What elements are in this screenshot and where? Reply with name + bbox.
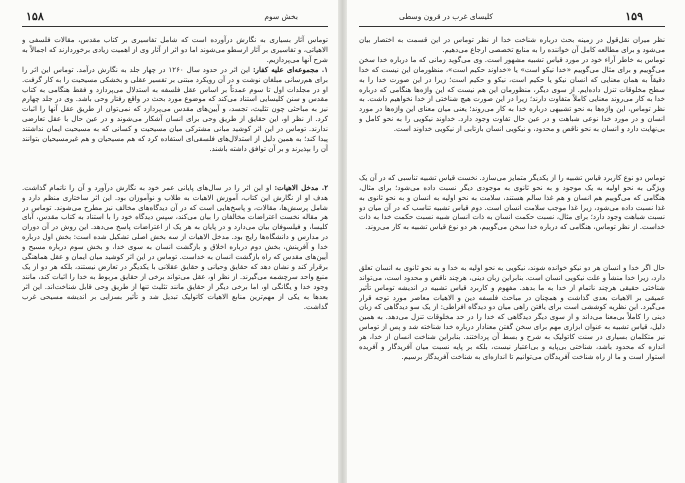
paragraph-text: این اثر در حدود سال ۱۲۶۰ در چهار جلد به نگارش درآمد. توماس این اثر را برای هم‌رسانی مبلغان نوشت و در آن رویکرد مبتنی بر تفسیر عقلی و بخشکی مسیحیت را به کار گرفت. او در مجلدات اول تا سوم عمدتاً بر اساس عقل فلسفه به استدلال می‌پردازد و فقط هنگامی به کتاب مقدس و سنن کلیسایی استناد می‌کند که موضوع مورد بحث در واقع رفتار وحی باشد. وی در جلد چهارم نیز به مباحثی چون تثلیث، تجسد، و آیین‌های مقدس می‌پردازد که نمی‌توان از طریق عقل آنها را اثبات کرد. از نظر او، این حقایق از طریق وحی برای انسان آشکار می‌شوند و در عین حال با عقل تعارضی ندارند. توماس در این اثر کوشید مبانی مشترکی میان مسیحیت و کسانی که به مسیحیت ایمان نداشتند پیدا کند؛ به همین دلیل از استدلال‌های فلسفی‌ای استفاده کرد که هم مسیحیان و هم غیرمسیحیان بتوانند آن را بپذیرند و بر آن توافق داشته باشند. — [22, 64, 328, 153]
paragraph-text: نظر میران نقل‌قول در زمینه بحث درباره شناخت خدا از نظر توماس در این قسمت به اختصار بیان می‌شود و برای مطالعه کامل آن خواننده را به منابع تخصصی ارجاع می‌دهیم. — [359, 35, 665, 54]
paragraph-text: توماس آثار بسیاری به نگارش درآورده است که شامل تفاسیری بر کتاب مقدس، مقالات فلسفی و الاهیاتی، و تفاسیری بر آثار ارسطو می‌شوند اما دو اثر از آثار وی از اهمیت زیادی برخوردارند که اجمالاً به شرح آنها می‌پردازیم. — [22, 35, 328, 64]
paragraph — [22, 183, 328, 443]
paragraph-lead: ۱. مجموعه‌ای علیه کفار: — [252, 64, 328, 74]
paragraph — [22, 35, 328, 65]
paragraph-lead: ۲. مدخل الاهیات: — [274, 182, 328, 192]
paragraph — [359, 173, 665, 263]
left-page-running-title: بخش سوم — [264, 12, 298, 21]
paragraph-text: حال اگر خدا و انسان هر دو نیکو خوانده شوند، نیکویی به نحو اولیه به خدا و به نحو ثانوی به انسان تعلق دارد، زیرا خدا منشأ و علت نیکویی انسان است. بنابراین زبان دینی، هرچند ناقص و محدود است، می‌تواند شناختی حقیقی هرچند ناتمام از خدا به ما بدهد. مفهوم و کاربرد قیاس تشبیه در اندیشه توماس تأثیر عمیقی بر الاهیات بعدی گذاشت و همچنان در مباحث فلسفه دین و الاهیات معاصر مورد توجه قرار می‌گیرد. این نظریه کوششی است برای یافتن راهی میان دو دیدگاه افراطی: از یک سو دیدگاهی که زبان دینی را کاملاً بی‌معنا می‌داند و از سوی دیگر دیدگاهی که خدا را در حد مخلوقات تنزل می‌دهد. به همین دلیل، قیاس تشبیه به عنوان ابزاری مهم برای سخن گفتن معنادار درباره خدا شناخته شد و پس از توماس نیز متکلمان بسیاری در سنت کاتولیک به شرح و بسط آن پرداختند. بنابراین شناخت انسان از خدا، هر اندازه که محدود باشد، شناختی بی‌پایه و بی‌اعتبار نیست، بلکه بر پایه نسبت میان آفریدگار و آفریده استوار است و ما از راه شناخت آفریدگان می‌توانیم تا اندازه‌ای به شناخت آفریدگار برسیم. — [359, 262, 665, 361]
paragraph-text: توماس به خاطر آراء خود در مورد قیاس تشبیه مشهور است. وی می‌گوید زمانی که ما درباره خدا سخن می‌گوییم و برای مثال می‌گوییم «خدا نیکو است» یا «خداوند حکیم است»، منظورمان این نیست که خدا دقیقاً به همان معنایی که انسان نیکو یا حکیم است، نیکو و حکیم است؛ زیرا در این صورت خدا را به سطح مخلوقات تنزل داده‌ایم. از سوی دیگر، منظورمان این هم نیست که این واژه‌ها هنگامی که درباره خدا به کار می‌روند معنایی کاملاً متفاوت دارند؛ زیرا در این صورت هیچ شناختی از خدا نخواهیم داشت. به نظر توماس، این واژه‌ها به نحو تشبیهی درباره خدا به کار می‌روند؛ یعنی میان معنای این واژه‌ها در مورد انسان و در مورد خدا نوعی شباهت و در عین حال تفاوت وجود دارد. خداوند نیکویی را به نحو کامل و بی‌نهایت دارد و انسان به نحو ناقص و محدود، و نیکویی انسان بازتابی از نیکویی خداوند است. — [359, 54, 665, 134]
right-page — [347, 0, 685, 483]
right-page-body — [359, 35, 665, 453]
paragraph-text: توماس دو نوع کاربرد قیاس تشبیه را از یکدیگر متمایز می‌سازد. نخست قیاس تشبیه تناسبی که در آن یک ویژگی به نحو اولیه به یک موجود و به نحو ثانوی به موجودی دیگر نسبت داده می‌شود؛ برای مثال، هنگامی که می‌گوییم هم انسان و هم غذا سالم هستند، سلامت به نحو اولیه به انسان و به نحو ثانوی به غذا نسبت داده می‌شود، زیرا غذا موجب سلامت انسان است. دوم قیاس تشبیه تناسب که در آن میان دو نسبت شباهت وجود دارد؛ برای مثال، نسبت حکمت انسان به ذات انسان شبیه نسبت حکمت خدا به ذات خداست. از نظر توماس، هنگامی که درباره خدا سخن می‌گوییم، هر دو نوع قیاس تشبیه به کار می‌روند. — [359, 172, 665, 232]
left-page-body — [22, 35, 328, 443]
left-page-number: ۱۵۸ — [26, 10, 44, 23]
paragraph — [359, 263, 665, 453]
paragraph — [359, 35, 665, 55]
right-page-number: ۱۵۹ — [625, 10, 643, 23]
left-page-header — [22, 8, 328, 24]
right-page-header — [359, 8, 665, 24]
right-header-rule — [359, 26, 665, 27]
book-gutter — [338, 0, 347, 483]
paragraph — [22, 65, 328, 183]
paragraph-text: او این اثر را در سال‌های پایانی عمر خود به نگارش درآورد و آن را ناتمام گذاشت. هدف او از نگارش این کتاب، آموزش الاهیات به طلاب و نوآموزان بود. این اثر ساختاری منظم دارد و شامل پرسش‌ها، مقالات، و پاسخ‌هایی است که در آن دیدگاه‌های مخالف نیز مطرح می‌شوند. توماس در هر مقاله نخست اعتراضات مخالفان را بیان می‌کند، سپس دیدگاه خود را با استناد به کتاب مقدس، آبای کلیسا، و فیلسوفان بیان می‌دارد و در پایان به هر یک از اعتراضات پاسخ می‌دهد. این روش در آن دوران در مدارس و دانشگاه‌ها رایج بود. مدخل الاهیات از سه بخش اصلی تشکیل شده است: بخش اول درباره خدا و آفرینش، بخش دوم درباره اخلاق و بازگشت انسان به سوی خدا، و بخش سوم درباره مسیح و آیین‌های مقدس که راه بازگشت انسان به خداست. توماس در این اثر کوشید میان ایمان و عقل هماهنگی برقرار کند و نشان دهد که حقایق وحیانی و حقایق عقلانی با یکدیگر در تعارض نیستند، بلکه هر دو از یک منبع واحد سرچشمه می‌گیرند. از نظر او، عقل می‌تواند برخی از حقایق مربوط به خدا را اثبات کند، مانند وجود خدا و یگانگی او، اما برخی دیگر از حقایق مانند تثلیث تنها از طریق وحی قابل شناخت‌اند. این اثر بعدها به یکی از مهم‌ترین منابع الاهیات کاتولیک تبدیل شد و تأثیر بسزایی بر اندیشه مسیحی غرب گذاشت. — [22, 182, 328, 311]
right-page-running-title: کلیسای غرب در قرون وسطی — [399, 12, 493, 21]
left-page — [0, 0, 338, 483]
left-header-rule — [22, 26, 328, 27]
paragraph — [359, 55, 665, 173]
